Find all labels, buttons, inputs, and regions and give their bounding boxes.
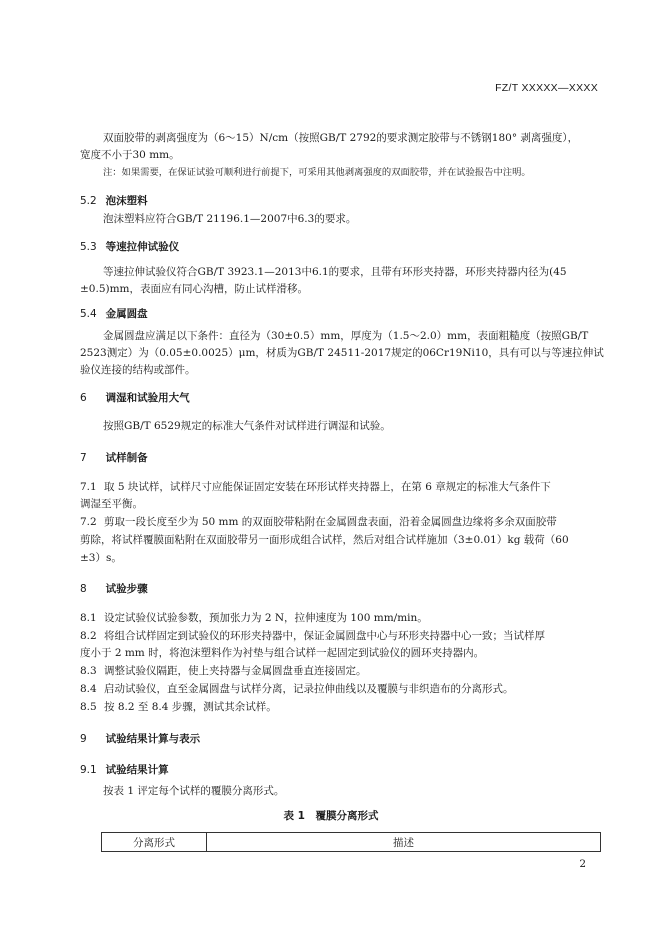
column-header: 描述 [207,833,601,852]
paragraph-line: 双面胶带的剥离强度为（6～15）N/cm（按照GB/T 2792的要求测定胶带与不锈钢180° 剥离强度）， [103,132,579,144]
clause-text: 调整试验仪隔距，使上夹持器与金属圆盘垂直连接固定。 [104,665,367,677]
section-number: 5.2 [80,195,97,207]
section-number: 5.4 [80,308,97,320]
section-title: 试验步骤 [105,583,148,595]
clause-text: 按 8.2 至 8.4 步骤，测试其余试样。 [104,701,277,713]
section-heading-5-3 [80,239,179,254]
document-code: FZ/T XXXXX—XXXX [495,82,598,94]
clause-8-1 [80,610,428,626]
clause-text: 取 5 块试样，试样尺寸应能保证固定安装在环形试样夹持器上，在第 6 章规定的标准大气条件下 [104,481,551,493]
note-text: 注：如果需要，在保证试验可顺利进行前提下，可采用其他剥离强度的双面胶带，并在试验报告中注明。 [103,167,531,178]
page-number: 2 [579,858,586,870]
clause-8-2 [80,628,545,644]
section-title: 试验结果计算与表示 [105,733,201,745]
clause-text: 剪取一段长度至少为 50 mm 的双面胶带粘附在金属圆盘表面，沿着金属圆盘边缘将多余双面胶带 [104,516,557,528]
section-title: 金属圆盘 [105,308,148,320]
paragraph-line: 按表 1 评定每个试样的覆膜分离形式。 [103,785,285,797]
paragraph-line: 宽度不小于30 mm。 [80,149,180,161]
clause-number: 8.2 [80,630,97,642]
section-title: 调湿和试验用大气 [105,392,190,404]
section-number: 9.1 [80,764,97,776]
section-heading-5-2 [80,193,148,208]
clause-number: 8.4 [80,683,97,695]
clause-number: 7.1 [80,481,97,493]
section-heading-9 [80,731,200,746]
clause-7-2 [80,514,557,530]
clause-text: 将组合试样固定到试验仪的环形夹持器中，保证金属圆盘中心与环形夹持器中心一致；当试样厚 [104,630,545,642]
column-header: 分离形式 [102,833,207,852]
table-header-row [102,833,601,852]
paragraph-line: ±3）s。 [80,552,122,564]
clause-8-5 [80,699,277,715]
clause-number: 8.1 [80,612,97,624]
section-heading-5-4 [80,306,148,321]
paragraph-line: 泡沫塑料应符合GB/T 21196.1—2007中6.3的要求。 [103,213,357,225]
section-heading-9-1 [80,762,169,777]
clause-8-4 [80,681,514,697]
separation-form-table [101,832,601,852]
paragraph-line: 金属圆盘应满足以下条件：直径为（30±0.5）mm，厚度为（1.5～2.0）mm，表面粗糙度（按照GB/T [103,330,589,342]
paragraph-line: 调湿至平衡。 [80,498,143,510]
clause-text: 启动试验仪，直至金属圆盘与试样分离，记录拉伸曲线以及覆膜与非织造布的分离形式。 [104,683,514,695]
section-title: 试验结果计算 [105,764,169,776]
clause-7-1 [80,479,551,495]
section-number: 7 [80,452,87,464]
section-number: 9 [80,733,87,745]
paragraph-line: ±0.5)mm，表面应有同心沟槽，防止试样滑移。 [80,283,309,295]
section-heading-8 [80,581,148,596]
section-title: 泡沫塑料 [105,195,148,207]
section-heading-7 [80,450,148,465]
paragraph-line: 剪除，将试样覆膜面粘附在双面胶带另一面形成组合试样，然后对组合试样施加（3±0.01）kg 载荷（60 [80,534,569,546]
section-number: 8 [80,583,87,595]
section-number: 5.3 [80,241,97,253]
clause-number: 8.5 [80,701,97,713]
paragraph-line: 度小于 2 mm 时，将泡沫塑料作为衬垫与组合试样一起固定到试验仪的圆环夹持器内。 [80,647,485,659]
clause-number: 7.2 [80,516,97,528]
table-caption: 表 1 覆膜分离形式 [283,810,379,822]
section-title: 等速拉伸试验仪 [105,241,180,253]
paragraph-line: 按照GB/T 6529规定的标准大气条件对试样进行调湿和试验。 [103,420,391,432]
section-title: 试样制备 [105,452,148,464]
clause-8-3 [80,663,367,679]
section-number: 6 [80,392,87,404]
clause-text: 设定试验仪试验参数，预加张力为 2 N，拉伸速度为 100 mm/min。 [104,612,428,624]
paragraph-line: 验仪连接的结构或部件。 [80,364,196,376]
clause-number: 8.3 [80,665,97,677]
section-heading-6 [80,390,190,405]
paragraph-line: 2523测定）为（0.05±0.0025）μm，材质为GB/T 24511-2017规定的06Cr19Ni10，具有可以与等速拉伸试 [80,347,604,359]
paragraph-line: 等速拉伸试验仪符合GB/T 3923.1—2013中6.1的要求，且带有环形夹持器，环形夹持器内径为(45 [103,266,567,278]
